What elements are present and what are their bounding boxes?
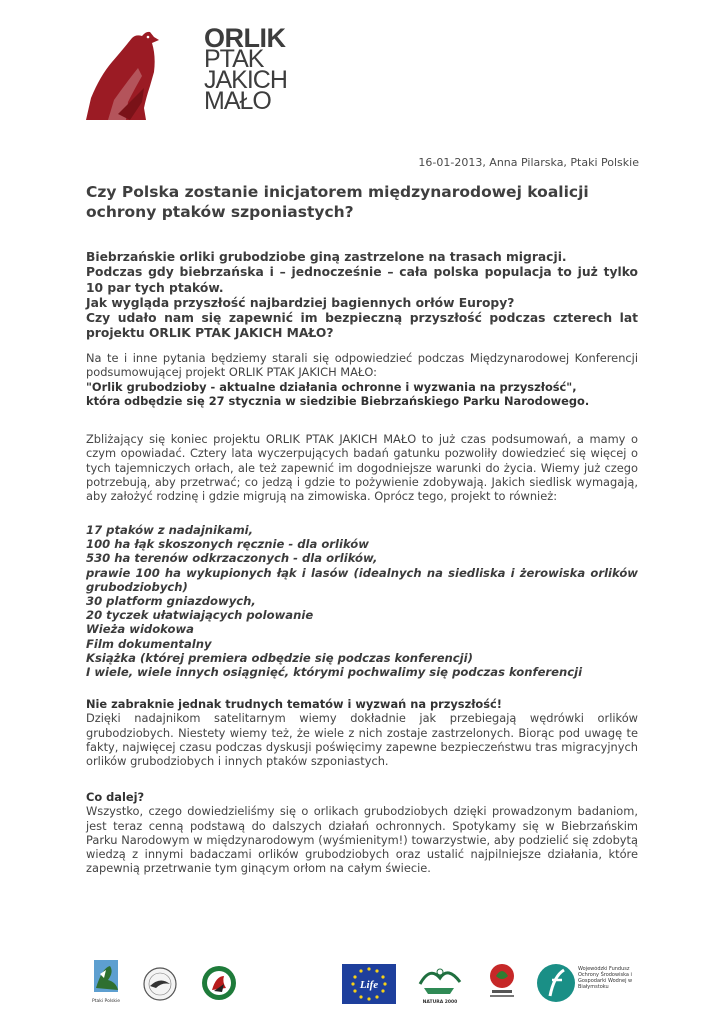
conference-intro: Na te i inne pytania będziemy starali się odpowiedzieć podczas Międzynarodowej Konferencji podsumowującej projekt ORLIK PTAK JAKICH MAŁO: — [86, 351, 638, 380]
list-item: Film dokumentalny — [86, 636, 212, 651]
list-item: 20 tyczek ułatwiających polowanie — [86, 608, 314, 623]
challenges-body: Dzięki nadajnikom satelitarnym wiemy dokładnie jak przebiegają wędrówki orlików grubodziobych. Niestety wiemy też, że wiele z nich zostaje zastrzelonych. Biorąc pod uwagę te fakty, najwięcej czasu podczas dyskusji poświęcimy zapewne bezpieczeństwu tras migracyjnych orlików grubodziobych i innych ptaków szponiastych. — [86, 711, 638, 769]
list-item: Książka (której premiera odbędzie się podczas konferencji) — [86, 650, 473, 665]
life-label: Life — [359, 979, 379, 991]
eu-life-logo-icon — [342, 964, 396, 1004]
conference-paragraph — [86, 351, 638, 408]
achievements-list — [86, 523, 638, 679]
logo-line-3: JAKICH — [204, 66, 287, 94]
conference-name: "Orlik grubodzioby - aktualne działania ochronne i wyzwania na przyszłość", — [86, 379, 577, 394]
article-title: Czy Polska zostanie inicjatorem międzynarodowej koalicji ochrony ptaków szponiastych? — [86, 183, 589, 221]
list-item: Wieża widokowa — [86, 622, 194, 637]
summary-paragraph: Zbliżający się koniec projektu ORLIK PTAK JAKICH MAŁO to już czas podsumowań, a mamy o czym opowiadać. Cztery lata wyczerpujących badań gatunku pozwoliły dowiedzieć się więcej o tych tajemniczych orłach, ale też zapewnić im dogodniejsze warunki do życia. Wiemy już czego potrzebują, aby przetrwać; co jedzą i gdzie to pożywienie zdobywają. Jakich siedlisk wymagają, aby założyć rodzinę i gdzie migrują na zimowiska. Oprócz tego, projekt to również: — [86, 432, 638, 504]
list-item: 17 ptaków z nadajnikami, — [86, 523, 254, 537]
conference-details: która odbędzie się 27 stycznia w siedzibie Biebrzańskiego Parku Narodowego. — [86, 393, 590, 408]
lead-line: Biebrzańskie orliki grubodziobe giną zastrzelone na trasach migracji. — [86, 250, 567, 264]
logo-line-4: MAŁO — [204, 87, 271, 115]
next-heading: Co dalej? — [86, 790, 145, 804]
wfos-logo-icon — [536, 960, 644, 1006]
list-item: prawie 100 ha wykupionych łąk i lasów (idealnych na siedliska i żerowiska orlików grubodziobych) — [86, 565, 638, 594]
logo-line-2: PTAK — [204, 45, 264, 73]
next-body: Wszystko, czego dowiedzieliśmy się o orlikach grubodziobych dzięki prowadzonym badaniom, jest teraz cenną podstawą do dalszych działań ochronnych. Spotykamy się w Biebrzańskim Parku Narodowym w międzynarodowym (wyśmienitym!) towarzystwie, aby podzielić się zdobytą wiedzą z innymi badaczami orlików grubodziobych oraz ustalić najpilniejsze działania, które zapewnią przetrwanie tym ginącym orłom na całym świecie. — [86, 804, 638, 876]
next-section — [86, 790, 638, 876]
list-item: 30 platform gniazdowych, — [86, 594, 256, 609]
list-item: 100 ha łąk skoszonych ręcznie - dla orlików — [86, 537, 369, 552]
natura-2000-logo-icon — [414, 962, 466, 1006]
ptaki-polskie-label: Ptaki Polskie — [92, 999, 121, 1004]
logo-wordmark — [204, 23, 287, 115]
challenges-heading: Nie zabraknie jednak trudnych tematów i wyzwań na przyszłość! — [86, 697, 502, 711]
dateline: 16-01-2013, Anna Pilarska, Ptaki Polskie — [418, 156, 639, 169]
biebrza-park-seal-icon — [200, 964, 238, 1002]
list-item: 530 ha terenów odkrzaczonych - dla orlików, — [86, 551, 378, 566]
logo-line-1: ORLIK — [204, 23, 286, 53]
natura-label: NATURA 2000 — [422, 1000, 458, 1005]
lead-line: Jak wygląda przyszłość najbardziej bagiennych orłów Europy? — [86, 295, 515, 310]
list-item: I wiele, wiele innych osiągnięć, którymi pochwalimy się podczas konferencji — [86, 665, 583, 680]
lead-line: Czy udało nam się zapewnić im bezpieczną przyszłość podczas czterech lat projektu ORLIK PTAK JAKICH MAŁO? — [86, 311, 638, 341]
wfos-label: Wojewódzki Fundusz Ochrony Środowiska i Gospodarki Wodnej w Białymstoku — [578, 966, 633, 990]
lead-paragraph — [86, 250, 638, 342]
partner-logos — [86, 960, 646, 1006]
challenges-section — [86, 697, 638, 768]
ministry-emblem-icon — [486, 962, 518, 1004]
lead-line: Podczas gdy biebrzańska i – jednocześnie – cała polska populacja to już tylko 10 par tych ptaków. — [86, 265, 638, 295]
society-seal-logo-icon — [142, 966, 178, 1002]
ptaki-polskie-logo-icon — [92, 960, 122, 1006]
